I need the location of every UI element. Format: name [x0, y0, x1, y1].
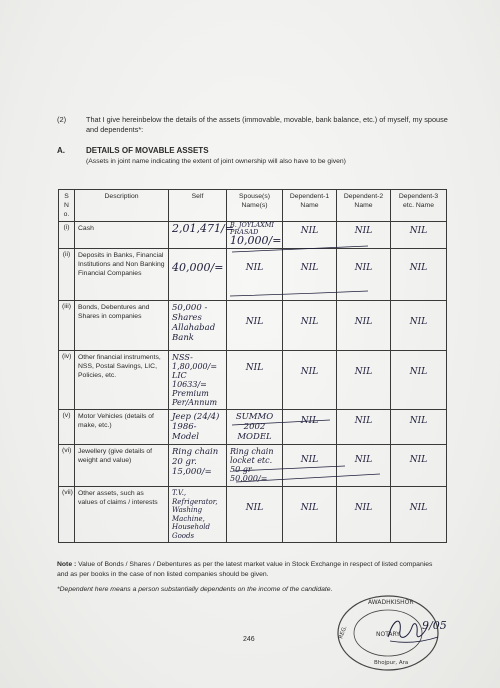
dependent-2-value: NIL [337, 410, 391, 445]
note-paragraph: Note : Value of Bonds / Shares / Debentures as per the latest market value in Stock Exchange in respect of listed companies and as per books in the case of non listed companies should be given. [57, 561, 433, 578]
dependent-2-value: NIL [337, 222, 391, 249]
row-sno: (v) [59, 410, 75, 445]
stamp-middle-text: NOTARY [376, 631, 400, 638]
section-title: DETAILS OF MOVABLE ASSETS [86, 146, 209, 155]
self-value: NSS- 1,80,000/= LIC 10633/= Premium Per/Annum [169, 351, 227, 410]
dependent-1-value: NIL [283, 487, 337, 543]
dependent-3-value: NIL [391, 249, 447, 301]
dependent-2-value: NIL [337, 301, 391, 351]
row-description: Other financial instruments, NSS, Postal Savings, LIC, Policies, etc. [75, 351, 169, 410]
header-spouse: Spouse(s) Name(s) [227, 190, 283, 222]
header-dependent-2: Dependent-2 Name [337, 190, 391, 222]
spouse-value: NIL [227, 301, 283, 351]
row-description: Cash [75, 222, 169, 249]
row-sno: (vii) [59, 487, 75, 543]
spouse-value: Ring chain locket etc. 50 gr 50,000/= [227, 445, 283, 487]
table-row-bonds [59, 301, 447, 351]
row-sno: (vi) [59, 445, 75, 487]
paragraph-number: (2) [57, 115, 67, 124]
stamp-side-text: REG. [338, 625, 349, 640]
dependent-3-value: NIL [391, 301, 447, 351]
dependent-1-value: NIL [283, 222, 337, 249]
stamp-bottom-text: Bhojpur, Ara [374, 660, 409, 666]
spouse-name: B. JOYLAXMI PRASAD [230, 221, 274, 236]
dependent-3-value: NIL [391, 351, 447, 410]
dependent-2-value: NIL [337, 445, 391, 487]
dependent-3-value: NIL [391, 445, 447, 487]
table-row-other-assets [59, 487, 447, 543]
row-sno: (iii) [59, 301, 75, 351]
movable-assets-table [58, 189, 447, 543]
dependent-3-value: NIL [391, 410, 447, 445]
dependent-2-value: NIL [337, 351, 391, 410]
self-value: Ring chain 20 gr. 15,000/= [169, 445, 227, 487]
spouse-value: SUMMO 2002 MODEL [227, 410, 283, 445]
row-description: Deposits in Banks, Financial Institutions and Non Banking Financial Companies [75, 249, 169, 301]
self-value: 40,000/= [169, 249, 227, 301]
table-header-row [59, 190, 447, 222]
spouse-value: B. JOYLAXMI PRASAD 10,000/= [227, 222, 283, 249]
row-sno: (ii) [59, 249, 75, 301]
header-description: Description [75, 190, 169, 222]
header-dependent-3: Dependent-3 etc. Name [391, 190, 447, 222]
row-description: Other assets, such as values of claims / interests [75, 487, 169, 543]
dependent-3-value: NIL [391, 487, 447, 543]
spouse-value: NIL [227, 487, 283, 543]
dependent-1-value: NIL [283, 249, 337, 301]
spouse-value: NIL [227, 249, 283, 301]
self-value: T.V., Refrigerator, Washing Machine, Household Goods [169, 487, 227, 543]
section-letter: A. [57, 146, 65, 155]
spouse-value: NIL [227, 351, 283, 410]
notary-signature [384, 611, 454, 647]
table-row-vehicles [59, 410, 447, 445]
dependent-3-value: NIL [391, 222, 447, 249]
dependent-2-value: NIL [337, 249, 391, 301]
header-dependent-1: Dependent-1 Name [283, 190, 337, 222]
dependent-footnote: *Dependent here means a person substantially dependents on the income of the candidate. [57, 586, 333, 593]
stamp-top-text: AWADHKISHOR [368, 599, 414, 606]
table-row-financial-instruments [59, 351, 447, 410]
table-row-jewellery [59, 445, 447, 487]
table-row-cash [59, 222, 447, 249]
page-number: 246 [243, 636, 255, 643]
dependent-1-value: NIL [283, 301, 337, 351]
header-self: Self [169, 190, 227, 222]
row-description: Motor Vehicles (details of make, etc.) [75, 410, 169, 445]
dependent-2-value: NIL [337, 487, 391, 543]
row-description: Bonds, Debentures and Shares in companies [75, 301, 169, 351]
self-value: Jeep (24/4) 1986-Model [169, 410, 227, 445]
intro-paragraph: That I give hereinbelow the details of the assets (immovable, movable, bank balance, etc.) of myself, my spouse and dependents*: [86, 115, 448, 134]
self-value: 2,01,471/= [169, 222, 227, 249]
dependent-1-value: NIL [283, 351, 337, 410]
table-row-deposits [59, 249, 447, 301]
dependent-1-value: NIL [283, 410, 337, 445]
row-sno: (iv) [59, 351, 75, 410]
signature-date: 9/05 [422, 619, 447, 632]
row-sno: (i) [59, 222, 75, 249]
header-sno: S N o. [59, 190, 75, 222]
section-subtitle: (Assets in joint name indicating the extent of joint ownership will also have to be given) [86, 158, 346, 165]
row-description: Jewellery (give details of weight and value) [75, 445, 169, 487]
dependent-1-value: NIL [283, 445, 337, 487]
self-value: 50,000 -Shares Allahabad Bank [169, 301, 227, 351]
